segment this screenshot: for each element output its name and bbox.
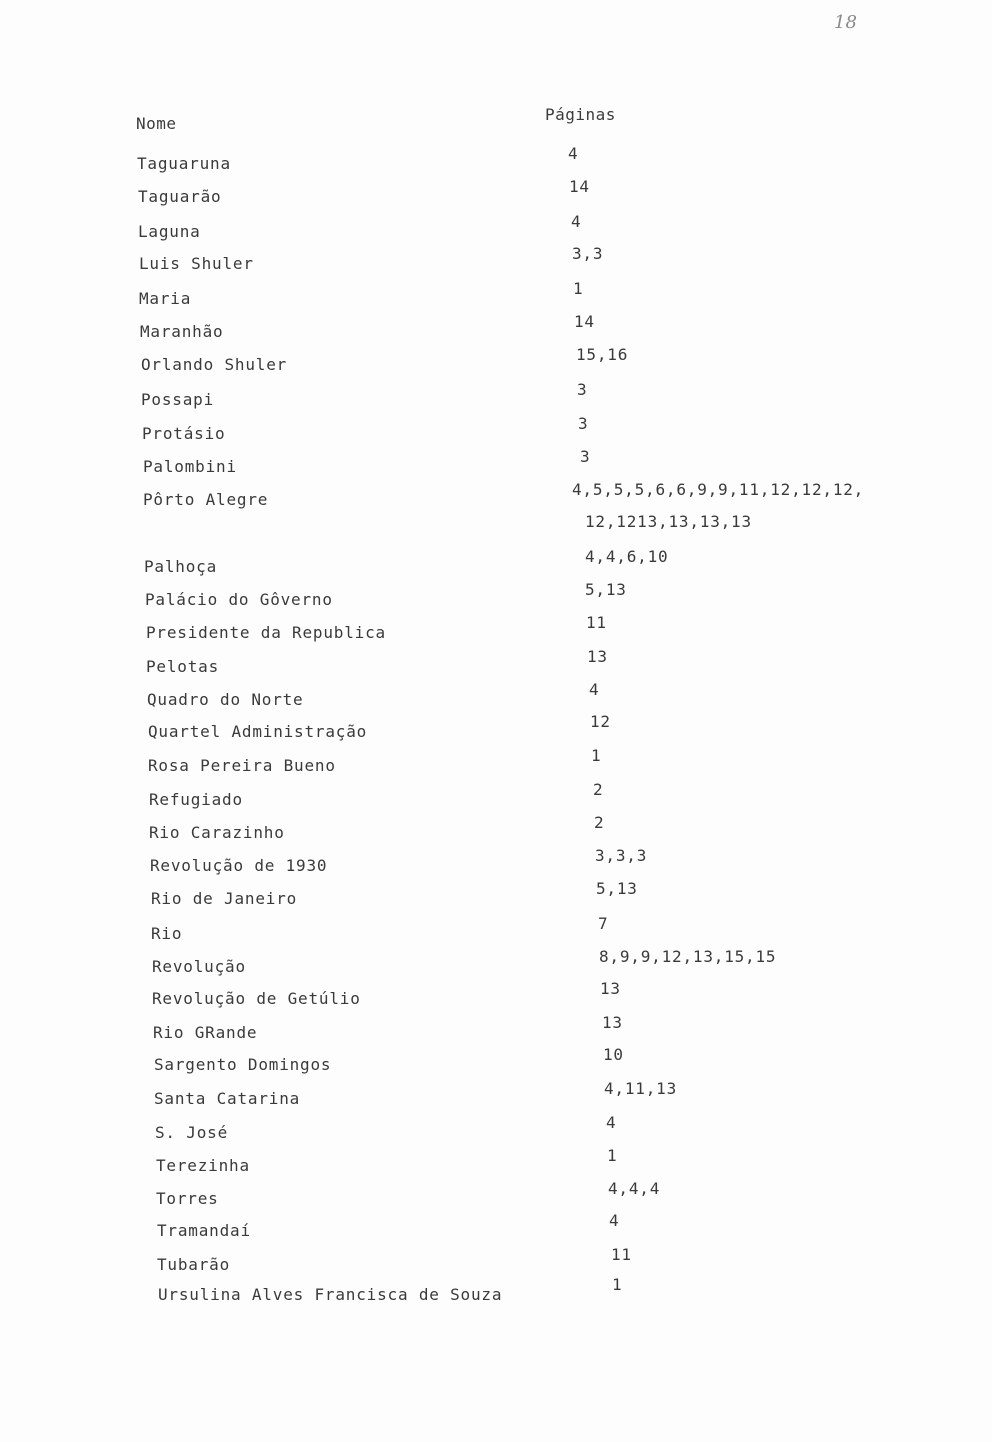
entry-name: Orlando Shuler <box>141 355 288 374</box>
entry-name: Sargento Domingos <box>154 1055 332 1074</box>
entry-pages: 1 <box>573 279 584 298</box>
entry-name: Revolução <box>152 957 246 976</box>
entry-pages: 12 <box>590 712 611 731</box>
entry-name: Taguaruna <box>137 154 231 173</box>
entry-name: Palácio do Gôverno <box>145 590 333 609</box>
entry-pages: 3,3,3 <box>595 846 648 865</box>
entry-name: Possapi <box>141 390 215 409</box>
entry-name: Quartel Administração <box>148 722 368 741</box>
entry-name: Palombini <box>143 457 237 476</box>
entry-name: Maranhão <box>140 322 224 341</box>
entry-pages: 13 <box>602 1013 623 1032</box>
entry-name: Refugiado <box>149 790 243 809</box>
entry-pages: 3 <box>577 380 588 399</box>
entry-pages: 15,16 <box>576 345 629 364</box>
entry-pages: 14 <box>569 177 590 196</box>
entry-name: Tubarão <box>157 1255 231 1274</box>
entry-pages: 3,3 <box>572 244 604 263</box>
entry-name: Ursulina Alves Francisca de Souza <box>158 1285 503 1304</box>
column-header-pages: Páginas <box>545 105 616 124</box>
entry-name: Pelotas <box>146 657 220 676</box>
entry-pages: 12,1213,13,13,13 <box>585 512 752 531</box>
entry-name: Revolução de 1930 <box>150 856 328 875</box>
entry-pages: 4 <box>606 1113 617 1132</box>
entry-name: Presidente da Republica <box>146 623 386 642</box>
entry-name: Santa Catarina <box>154 1089 301 1108</box>
entry-pages: 11 <box>586 613 607 632</box>
entry-pages: 4 <box>571 212 582 231</box>
entry-name: S. José <box>155 1123 229 1142</box>
entry-pages: 2 <box>593 780 604 799</box>
entry-pages: 4,11,13 <box>604 1079 678 1098</box>
page-number: 18 <box>834 12 857 33</box>
entry-name: Rosa Pereira Bueno <box>148 756 336 775</box>
entry-pages: 4 <box>589 680 600 699</box>
entry-name: Tramandaí <box>157 1221 251 1240</box>
entry-pages: 13 <box>600 979 621 998</box>
entry-name: Rio de Janeiro <box>151 889 298 908</box>
entry-pages: 5,13 <box>585 580 627 599</box>
entry-pages: 4 <box>609 1211 620 1230</box>
entry-name: Quadro do Norte <box>147 690 304 709</box>
entry-pages: 7 <box>598 914 609 933</box>
entry-name: Rio Carazinho <box>149 823 285 842</box>
entry-pages: 4 <box>568 144 579 163</box>
entry-pages: 11 <box>611 1245 632 1264</box>
entry-name: Rio <box>151 924 183 943</box>
entry-pages: 2 <box>594 813 605 832</box>
entry-name: Luis Shuler <box>139 254 254 273</box>
entry-name: Rio GRande <box>153 1023 258 1042</box>
entry-pages: 5,13 <box>596 879 638 898</box>
entry-name: Protásio <box>142 424 226 443</box>
entry-name: Laguna <box>138 222 201 241</box>
column-header-name: Nome <box>136 114 177 133</box>
entry-name: Pôrto Alegre <box>143 490 269 509</box>
entry-name: Revolução de Getúlio <box>152 989 361 1008</box>
entry-pages: 14 <box>574 312 595 331</box>
entry-pages: 1 <box>612 1275 623 1294</box>
entry-name: Maria <box>139 289 192 308</box>
entry-name: Terezinha <box>156 1156 250 1175</box>
entry-name: Taguarão <box>138 187 222 206</box>
entry-pages: 3 <box>578 414 589 433</box>
entry-pages: 3 <box>580 447 591 466</box>
entry-pages: 13 <box>587 647 608 666</box>
entry-name: Palhoça <box>144 557 218 576</box>
entry-pages: 4,4,4 <box>608 1179 661 1198</box>
entry-pages: 8,9,9,12,13,15,15 <box>599 947 777 966</box>
entry-pages: 10 <box>603 1045 624 1064</box>
entry-pages: 4,4,6,10 <box>585 547 669 566</box>
entry-pages: 4,5,5,5,6,6,9,9,11,12,12,12, <box>572 480 865 499</box>
entry-pages: 1 <box>607 1146 618 1165</box>
entry-pages: 1 <box>591 746 602 765</box>
entry-name: Torres <box>156 1189 219 1208</box>
